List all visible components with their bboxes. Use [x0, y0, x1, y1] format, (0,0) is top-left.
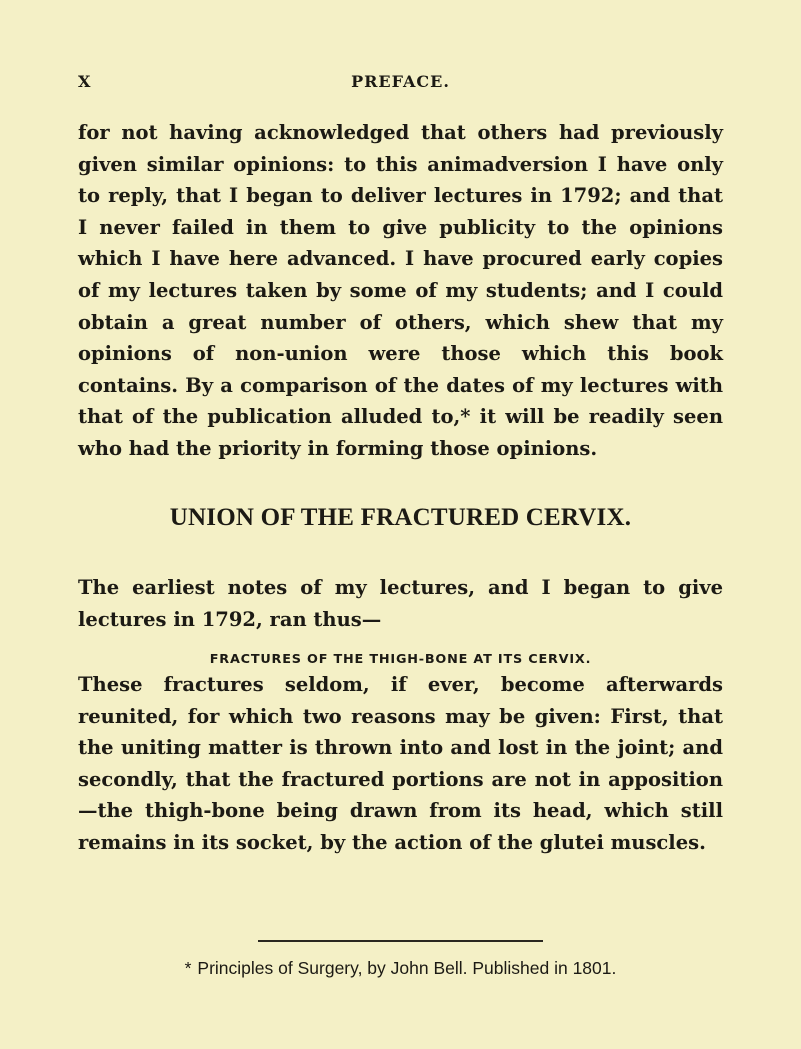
footnote-divider [258, 940, 543, 942]
fractures-paragraph: These fractures seldom, if ever, become afterwards reunited, for which two reasons may be given: First, that the uniting matter is thrown into and lost in the joint; and secondly, that the fractured portions are not in apposition—the thigh-bone being drawn from its head, which still remains in its socket, by the action of the glutei muscles. [78, 673, 723, 854]
intro-paragraph: for not having acknowledged that others had previously given similar opinions: to this animadversion I have only to reply, that I began to deliver lectures in 1792; and that I never failed in them to give publicity to the opinions which I have here advanced. I have procured early copies of my lectures taken by some of my students; and I could obtain a great number of others, which shew that my opinions of non-union were those which this book contains. By a comparison of the dates of my lectures with that of the publication alluded to,* it will be readily seen who had the priority in forming those opinions. [78, 121, 723, 460]
earliest-notes-paragraph: The earliest notes of my lectures, and I began to give lectures in 1792, ran thus— [78, 576, 723, 631]
running-head [78, 72, 723, 96]
page-number: X [78, 72, 91, 91]
page-title: PREFACE. [351, 72, 450, 91]
footnote [78, 958, 723, 979]
footnote-mark: * [184, 958, 192, 978]
subsection-heading: FRACTURES OF THE THIGH-BONE AT ITS CERVIX. [209, 652, 592, 667]
section-heading: UNION OF THE FRACTURED CERVIX. [169, 504, 632, 531]
footnote-text: Principles of Surgery, by John Bell. Published in 1801. [197, 958, 617, 978]
